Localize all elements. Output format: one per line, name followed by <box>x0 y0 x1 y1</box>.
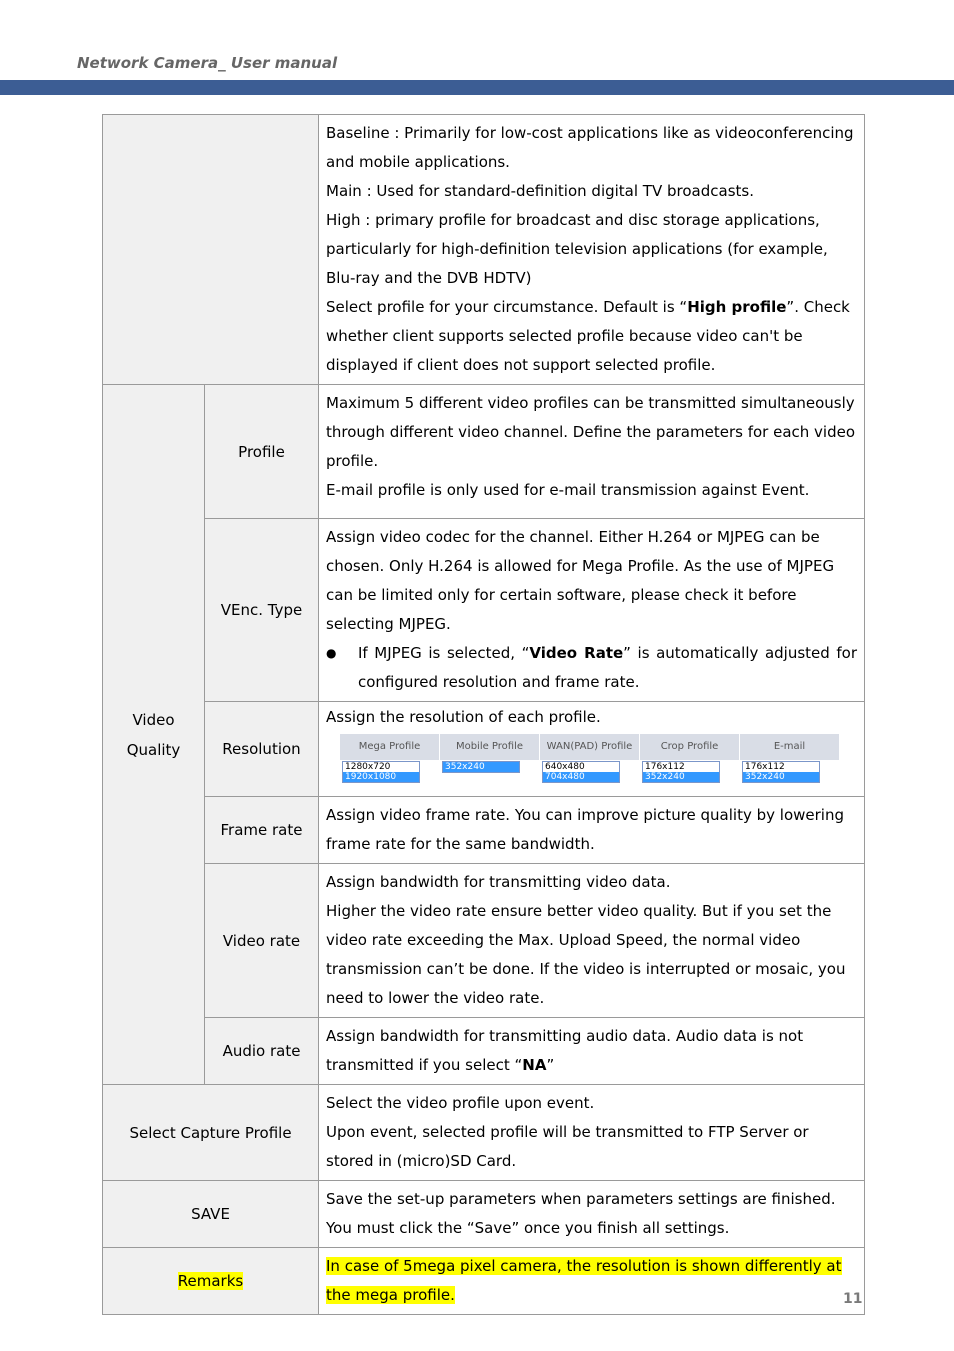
wan-profile-col <box>540 761 640 783</box>
desc-line: You must click the “Save” once you finish all settings. <box>326 1219 730 1237</box>
desc-line: Maximum 5 different video profiles can be transmitted simultaneously through different video channel. Define the parameters for each video profile. <box>326 394 856 470</box>
desc-line: High : primary profile for broadcast and disc storage applications, particularly for high-definition television applications (for example, Blu-ray and the DVB HDTV) <box>326 211 828 287</box>
remarks-label <box>103 1248 319 1315</box>
table-row <box>103 385 865 519</box>
resolution-option[interactable]: 176x112 <box>745 762 785 772</box>
bullet-text <box>358 639 857 697</box>
venc-type-description <box>319 519 865 702</box>
table-row <box>103 1018 865 1085</box>
bullet-item <box>326 639 857 697</box>
resolution-option-selected[interactable]: 704x480 <box>543 772 619 782</box>
resolution-option[interactable]: 176x112 <box>645 762 685 772</box>
resolution-option-selected[interactable]: 352x240 <box>743 772 819 782</box>
table-row <box>103 1181 865 1248</box>
profile-type-description <box>319 115 865 385</box>
save-label: SAVE <box>103 1181 319 1248</box>
label-text: Video <box>132 710 175 729</box>
resolution-label: Resolution <box>205 702 319 797</box>
capture-profile-label: Select Capture Profile <box>103 1085 319 1181</box>
desc-line: Assign video codec for the channel. Either H.264 or MJPEG can be chosen. Only H.264 is allowed for Mega Profile. As the use of MJPEG can be limited only for certain software, please check it before selecting MJPEG. <box>326 528 835 633</box>
spec-table <box>102 114 865 1315</box>
audio-rate-label: Audio rate <box>205 1018 319 1085</box>
profile-description <box>319 385 865 519</box>
mega-profile-select[interactable] <box>342 761 420 783</box>
desc-line: Assign the resolution of each profile. <box>326 708 601 726</box>
resolution-panel-header <box>340 734 840 760</box>
venc-type-label: VEnc. Type <box>205 519 319 702</box>
desc-bold: High profile <box>687 298 787 316</box>
desc-text: If MJPEG is selected, “ <box>358 644 530 662</box>
email-profile-header: E-mail <box>740 734 840 760</box>
resolution-option[interactable]: 640x480 <box>545 762 585 772</box>
wan-profile-header: WAN(PAD) Profile <box>540 734 640 760</box>
frame-rate-description: Assign video frame rate. You can improve picture quality by lowering frame rate for the same bandwidth. <box>319 797 865 864</box>
table-row <box>103 1248 865 1315</box>
crop-profile-col <box>640 761 740 783</box>
desc-bold: Video Rate <box>529 644 624 662</box>
wan-profile-select[interactable] <box>542 761 620 783</box>
profile-label: Profile <box>205 385 319 519</box>
desc-text: Assign bandwidth for transmitting audio data. Audio data is not transmitted if you select “ <box>326 1027 804 1074</box>
mobile-profile-col <box>440 761 540 783</box>
empty-label-cell <box>103 115 319 385</box>
table-row <box>103 797 865 864</box>
table-row <box>103 1085 865 1181</box>
resolution-panel-columns <box>340 761 840 783</box>
desc-line: Assign bandwidth for transmitting video data. <box>326 873 671 891</box>
desc-line: Higher the video rate ensure better video quality. But if you set the video rate exceeding the Max. Upload Speed, the normal video transmission can’t be done. If the video is interrupted or mosaic, you need to lower the video rate. <box>326 902 846 1007</box>
desc-line: Save the set-up parameters when parameters settings are finished. <box>326 1190 836 1208</box>
video-rate-description <box>319 864 865 1018</box>
table-row <box>103 519 865 702</box>
table-row <box>103 702 865 797</box>
remarks-label-text: Remarks <box>177 1272 244 1290</box>
resolution-option-selected[interactable]: 1920x1080 <box>343 772 419 782</box>
resolution-option[interactable]: 1280x720 <box>345 762 391 772</box>
desc-text: ” <box>546 1056 555 1074</box>
audio-rate-description <box>319 1018 865 1085</box>
mobile-profile-header: Mobile Profile <box>440 734 540 760</box>
video-quality-label <box>103 385 205 1085</box>
desc-bold: NA <box>522 1056 547 1074</box>
remarks-description <box>319 1248 865 1315</box>
remarks-text: In case of 5mega pixel camera, the resolution is shown differently at the mega profile. <box>326 1257 842 1304</box>
label-text: Quality <box>126 740 181 759</box>
desc-line: Baseline : Primarily for low-cost applications like as videoconferencing and mobile applications. <box>326 124 854 171</box>
desc-text: ”. Check whether client supports selected profile because video can't be displayed if client does not support selected profile. <box>326 298 850 374</box>
header-bar <box>0 80 954 95</box>
desc-line: E-mail profile is only used for e-mail transmission against Event. <box>326 481 810 499</box>
resolution-option-selected[interactable]: 352x240 <box>643 772 719 782</box>
save-description <box>319 1181 865 1248</box>
frame-rate-label: Frame rate <box>205 797 319 864</box>
crop-profile-select[interactable] <box>642 761 720 783</box>
desc-line: Main : Used for standard-definition digital TV broadcasts. <box>326 182 754 200</box>
mega-profile-header: Mega Profile <box>340 734 440 760</box>
capture-profile-description <box>319 1085 865 1181</box>
document-header-title: Network Camera_ User manual <box>77 54 338 72</box>
email-profile-select[interactable] <box>742 761 820 783</box>
bullet-icon: ● <box>326 646 337 660</box>
page-number: 11 <box>843 1291 863 1307</box>
resolution-description <box>319 702 865 797</box>
resolution-option-selected[interactable]: 352x240 <box>443 762 519 772</box>
desc-text: Select profile for your circumstance. Default is “ <box>326 298 688 316</box>
desc-text: ” is automatically adjusted for configured resolution and frame rate. <box>358 644 857 691</box>
mega-profile-col <box>340 761 440 783</box>
mobile-profile-select[interactable] <box>442 761 520 773</box>
desc-line <box>326 293 857 380</box>
crop-profile-header: Crop Profile <box>640 734 740 760</box>
video-rate-label: Video rate <box>205 864 319 1018</box>
table-row <box>103 864 865 1018</box>
desc-line: Select the video profile upon event. <box>326 1094 595 1112</box>
resolution-panel <box>340 734 840 783</box>
email-profile-col <box>740 761 840 783</box>
desc-line: Upon event, selected profile will be transmitted to FTP Server or stored in (micro)SD Card. <box>326 1123 809 1170</box>
table-row <box>103 115 865 385</box>
